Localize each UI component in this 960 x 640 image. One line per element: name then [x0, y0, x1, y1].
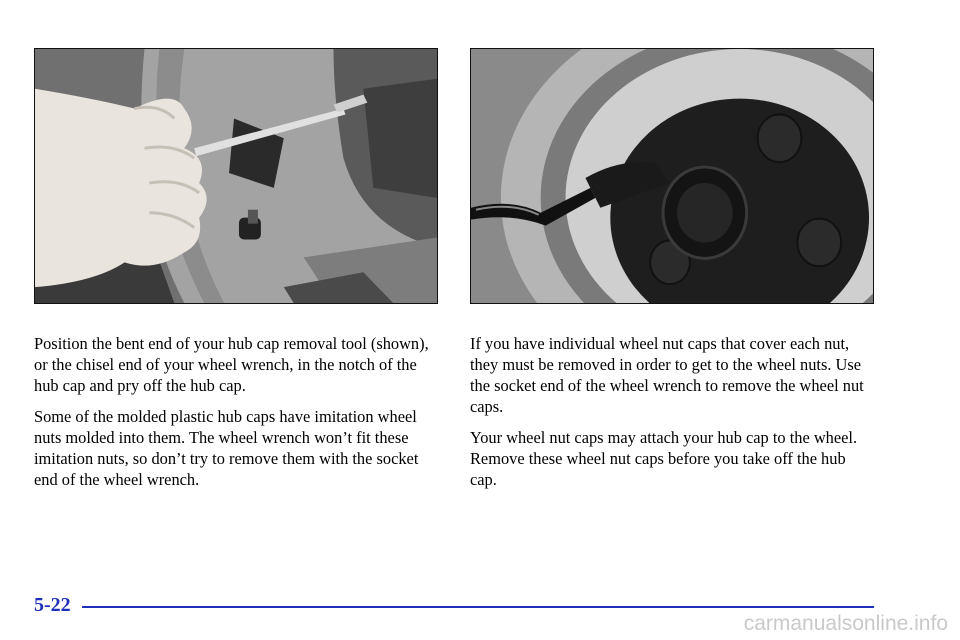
- footer-rule: [82, 606, 874, 608]
- left-paragraph-1: Position the bent end of your hub cap removal tool (shown), or the chisel end of your wheel wrench, in the notch of the hub cap and pry off the hub cap.: [34, 334, 429, 395]
- page-number: 5-22: [34, 594, 71, 616]
- watermark: carmanualsonline.info: [743, 612, 948, 635]
- right-paragraph-1: If you have individual wheel nut caps that cover each nut, they must be removed in order to get to the wheel nuts. Use the socket end of the wheel wrench to remove the wheel nut caps.: [470, 334, 864, 416]
- photo-hub-cap-removal-tool: [34, 48, 438, 304]
- photo-wheel-wrench-socket: [470, 48, 874, 304]
- left-paragraph-2: Some of the molded plastic hub caps have imitation wheel nuts molded into them. The wheel wrench won’t fit these imitation nuts, so don’t try to remove them with the socket end of the wheel wrench.: [34, 407, 419, 489]
- left-text-column: [34, 333, 440, 500]
- right-paragraph-2: Your wheel nut caps may attach your hub cap to the wheel. Remove these wheel nut caps before you take off the hub cap.: [470, 428, 858, 489]
- right-text-column: [470, 333, 876, 500]
